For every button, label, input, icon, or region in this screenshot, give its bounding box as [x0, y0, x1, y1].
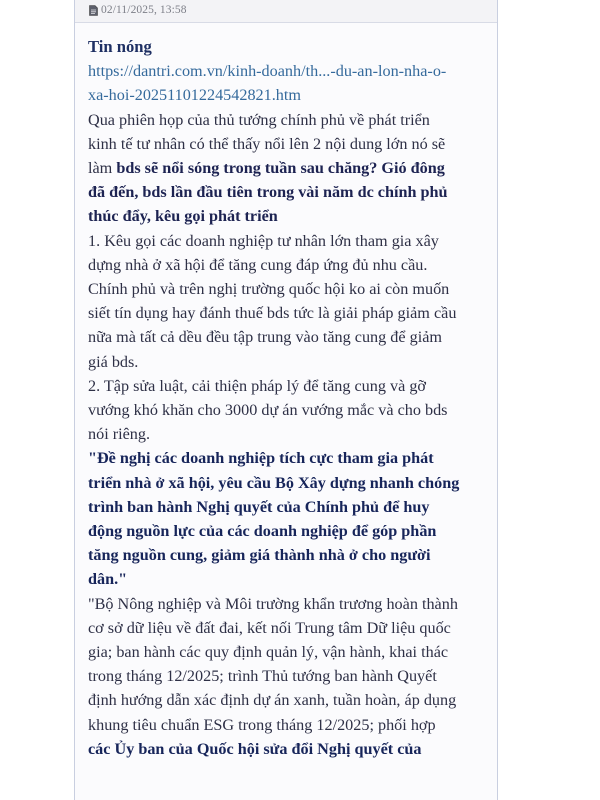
intro-bold-text: bds sẽ nổi sóng trong tuần sau chăng? Gió đông: [116, 159, 445, 178]
quote1-line-2: triển nhà ở xã hội, yêu cầu Bộ Xây dựng nhanh chóng: [88, 473, 460, 492]
last-bold-line: các Ủy ban của Quốc hội sửa đổi Nghị quyết của: [88, 739, 422, 758]
quote2-line-3: gia; ban hành các quy định quản lý, vận hành, khai thác: [88, 643, 449, 662]
point2-line-3: nói riêng.: [88, 425, 151, 444]
post-timestamp: 02/11/2025, 13:58: [101, 4, 187, 16]
point1-line-3: Chính phủ và trên nghị trường quốc hội ko ai còn muốn: [88, 280, 450, 299]
point1-line-2: dựng nhà ở xã hội để tăng cung đáp ứng đủ nhu cầu.: [88, 255, 428, 274]
quote2-line-1: "Bộ Nông nghiệp và Môi trường khẩn trương hoàn thành: [88, 594, 458, 613]
intro-normal-text: làm: [88, 159, 117, 178]
quote2-line-5: định hướng dẫn xác định dự án xanh, tuần hoàn, áp dụng: [88, 691, 457, 710]
bold-line-1: đã đến, bds lần đầu tiên trong vài năm dc chính phủ: [88, 183, 448, 202]
point2-line-2: vướng khó khăn cho 3000 dự án vướng mắc và cho bds: [88, 401, 448, 420]
intro-line-2: kinh tế tư nhân có thể thấy nổi lên 2 nội dung lớn nó sẽ: [88, 134, 446, 153]
intro-line-1: Qua phiên họp của thủ tướng chính phủ về phát triển: [88, 110, 430, 129]
quote1-line-4: động nguồn lực của các doanh nghiệp để góp phần: [88, 522, 437, 541]
article-link-line-1[interactable]: https://dantri.com.vn/kinh-doanh/th...-du-an-lon-nha-o-: [88, 62, 447, 81]
post-card: [74, 0, 498, 800]
point1-line-4: siết tín dụng hay đánh thuế bds tức là giải pháp giảm cầu: [88, 304, 457, 323]
post-body: [88, 35, 493, 761]
point1-line-6: giá bds.: [88, 352, 139, 371]
point1-line-1: 1. Kêu gọi các doanh nghiệp tư nhân lớn tham gia xây: [88, 231, 439, 250]
intro-line-3: [88, 156, 493, 180]
quote1-line-5: tăng nguồn cung, giảm giá thành nhà ở cho người: [88, 546, 431, 565]
post-title: Tin nóng: [88, 37, 152, 56]
quote2-line-2: cơ sở dữ liệu về đất đai, kết nối Trung tâm Dữ liệu quốc: [88, 618, 451, 637]
post-meta-bar: [75, 0, 497, 23]
bold-line-2: thúc đẩy, kêu gọi phát triển: [88, 207, 278, 226]
article-link-line-2[interactable]: xa-hoi-20251101224542821.htm: [88, 86, 301, 105]
point1-line-5: nữa mà tất cả dều đều tập trung vào tăng cung để giảm: [88, 328, 442, 347]
quote1-line-6: dân.": [88, 570, 128, 589]
quote2-line-4: trong tháng 12/2025; trình Thủ tướng ban hành Quyết: [88, 667, 437, 686]
document-icon: [89, 5, 98, 16]
quote1-line-1: "Đề nghị các doanh nghiệp tích cực tham gia phát: [88, 449, 434, 468]
quote1-line-3: trình ban hành Nghị quyết của Chính phủ để huy: [88, 497, 430, 516]
quote2-line-6: khung tiêu chuẩn ESG trong tháng 12/2025; phối hợp: [88, 715, 436, 734]
point2-line-1: 2. Tập sửa luật, cải thiện pháp lý để tăng cung và gỡ: [88, 376, 426, 395]
post-date-row: [89, 4, 187, 16]
